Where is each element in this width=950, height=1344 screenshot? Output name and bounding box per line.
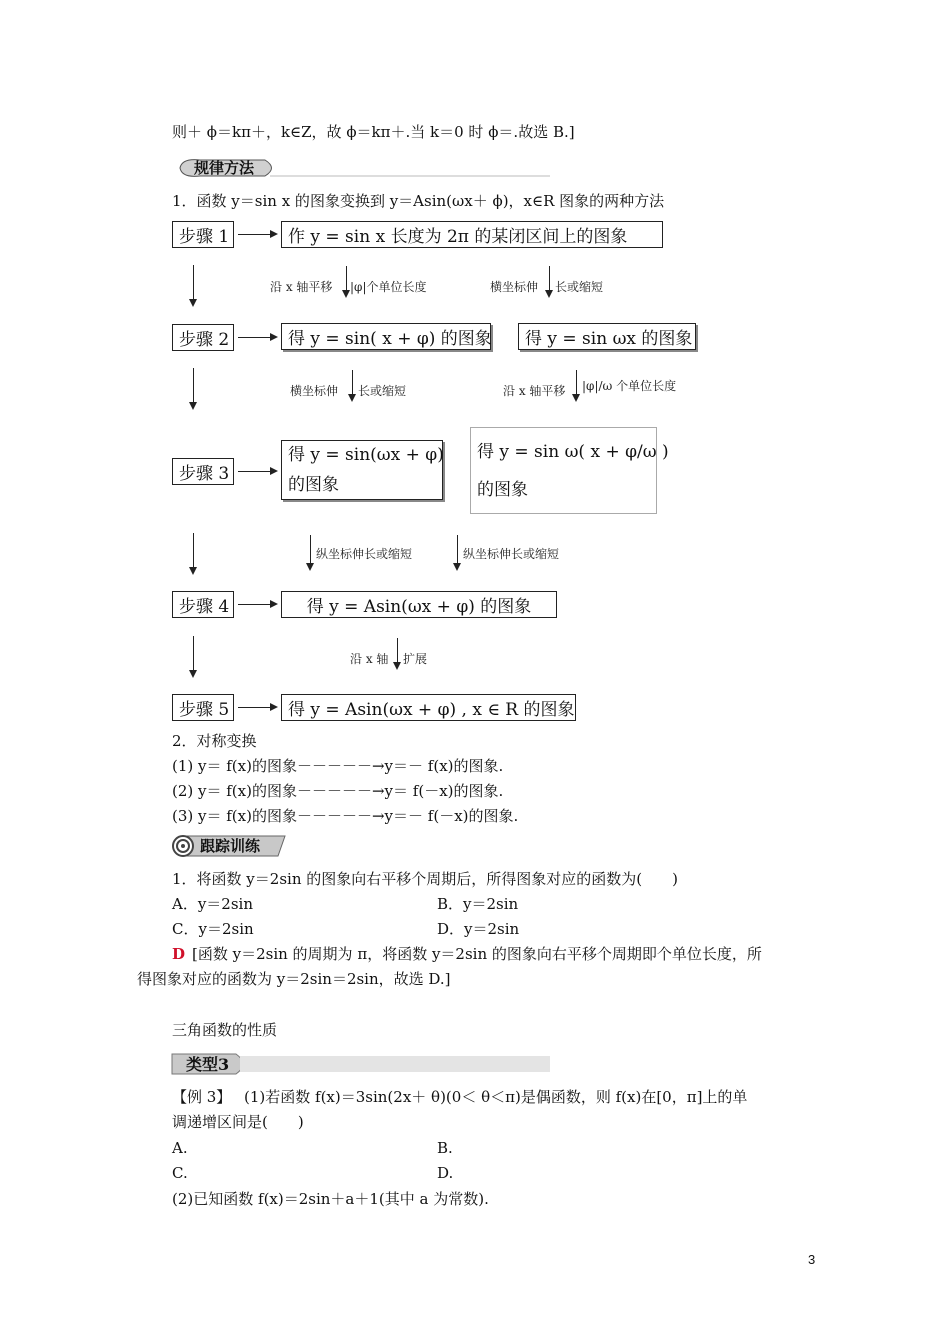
question-text: 1．将函数 y＝2sin 的图象向右平移个周期后，所得图象对应的函数为( ) xyxy=(172,870,678,888)
step-5-label: 步骤 5 xyxy=(179,700,230,720)
arrow-down xyxy=(193,533,194,573)
transform-label: 长或缩短 xyxy=(555,280,604,294)
section-banner xyxy=(170,156,550,178)
step-2-content-a xyxy=(281,323,491,350)
transform-label: |φ|个单位长度 xyxy=(350,280,427,294)
step-3-box xyxy=(172,458,234,485)
banner-label: 类型3 xyxy=(186,1054,230,1074)
step-3a-formula: 得 y = sin(ωx + φ) xyxy=(288,445,444,465)
text-line: (3) y＝ f(x)的图象－－－－－→y＝－ f(－x)的图象. xyxy=(172,807,519,825)
option-c: C．y＝2sin xyxy=(172,920,254,938)
step-5-box xyxy=(172,694,234,721)
banner-label: 规律方法 xyxy=(194,158,255,177)
option-b: B．y＝2sin xyxy=(437,895,519,913)
arrow-down xyxy=(457,535,458,569)
transform-label: 沿 x 轴平移 xyxy=(503,384,566,398)
example-label: 【例 3】 xyxy=(172,1088,232,1106)
step-3-label: 步骤 3 xyxy=(179,464,230,484)
step-2-content-b xyxy=(518,323,696,350)
text-line: (2) y＝ f(x)的图象－－－－－→y＝ f(－x)的图象. xyxy=(172,782,504,800)
step-2-box xyxy=(172,324,234,351)
section-banner xyxy=(170,1052,550,1074)
section-title: 三角函数的性质 xyxy=(172,1021,278,1039)
arrow-right xyxy=(238,471,276,472)
text-line: (1) y＝ f(x)的图象－－－－－→y＝－ f(x)的图象. xyxy=(172,757,504,775)
transform-label: 纵坐标伸长或缩短 xyxy=(316,547,413,561)
transform-label: 纵坐标伸长或缩短 xyxy=(463,547,560,561)
option-b: B. xyxy=(437,1139,453,1157)
transform-label: |φ|/ω 个单位长度 xyxy=(582,379,677,393)
step-1-text: 作 y = sin x 长度为 2π 的某闭区间上的图象 xyxy=(288,227,628,247)
arrow-down xyxy=(193,265,194,305)
step-2b-text: 得 y = sin ωx 的图象 xyxy=(525,329,693,349)
example-text: (1)若函数 f(x)＝3sin(2x＋ θ)(0＜ θ＜π)是偶函数，则 f(x)在[0，π]上的单 xyxy=(244,1088,748,1106)
arrow-right xyxy=(238,337,276,338)
option-d: D．y＝2sin xyxy=(437,920,520,938)
arrow-down xyxy=(352,370,353,400)
example-text: (2)已知函数 f(x)＝2sin＋a＋1(其中 a 为常数). xyxy=(172,1190,489,1208)
transform-label: 长或缩短 xyxy=(358,384,407,398)
arrow-down xyxy=(193,636,194,676)
banner-label: 跟踪训练 xyxy=(200,836,261,855)
text-line: 1．函数 y＝sin x 的图象变换到 y＝Asin(ωx＋ ϕ)，x∈R 图象的两种方法 xyxy=(172,192,665,210)
text-line: 则＋ ϕ＝kπ＋，k∈Z，故 ϕ＝kπ＋.当 k＝0 时 ϕ＝.故选 B.] xyxy=(172,123,575,141)
step-3-content-b xyxy=(470,427,669,514)
transform-label: 横坐标伸 xyxy=(490,280,539,294)
step-3-content-a xyxy=(281,440,443,500)
arrow-down xyxy=(346,266,347,296)
step-3b-formula: 得 y = sin ω( x + φ/ω ) xyxy=(477,441,669,462)
arrow-down xyxy=(576,370,577,400)
step-2a-text: 得 y = sin( x + φ) 的图象 xyxy=(288,329,492,349)
option-a: A．y＝2sin xyxy=(172,895,254,913)
answer-letter: D xyxy=(172,945,186,963)
step-2-label: 步骤 2 xyxy=(179,330,230,350)
arrow-right xyxy=(238,234,276,235)
option-c: C. xyxy=(172,1164,188,1182)
step-4-text: 得 y = Asin(ωx + φ) 的图象 xyxy=(306,597,532,617)
arrow-right xyxy=(238,707,276,708)
step-3b-text: 的图象 xyxy=(477,479,528,500)
answer-text: [函数 y＝2sin 的周期为 π，将函数 y＝2sin 的图象向右平移个周期即个单位长度，所 xyxy=(192,945,762,963)
option-d: D. xyxy=(437,1164,454,1182)
option-a: A. xyxy=(172,1139,188,1157)
transform-label: 扩展 xyxy=(403,652,428,666)
arrow-down xyxy=(193,368,194,408)
text-line: 2．对称变换 xyxy=(172,732,257,750)
transform-label: 沿 x 轴平移 xyxy=(270,280,333,294)
page-number: 3 xyxy=(808,1252,816,1267)
arrow-down xyxy=(310,535,311,569)
step-1-box xyxy=(172,221,234,248)
step-1-content xyxy=(281,221,663,248)
transform-label: 沿 x 轴 xyxy=(350,652,389,666)
step-5-content xyxy=(281,694,576,721)
transform-label: 横坐标伸 xyxy=(290,384,339,398)
section-banner xyxy=(170,834,290,856)
step-4-box xyxy=(172,591,234,618)
step-4-content xyxy=(281,591,557,618)
step-5-text: 得 y = Asin(ωx + φ) , x ∈ R 的图象 xyxy=(288,700,575,720)
example-text: 调递增区间是( ) xyxy=(172,1113,304,1131)
step-3a-text: 的图象 xyxy=(288,475,339,495)
arrow-down xyxy=(397,638,398,668)
answer-text: 得图象对应的函数为 y＝2sin＝2sin，故选 D.] xyxy=(137,970,451,988)
step-4-label: 步骤 4 xyxy=(179,597,230,617)
step-1-label: 步骤 1 xyxy=(179,227,230,247)
arrow-down xyxy=(549,266,550,296)
arrow-right xyxy=(238,604,276,605)
